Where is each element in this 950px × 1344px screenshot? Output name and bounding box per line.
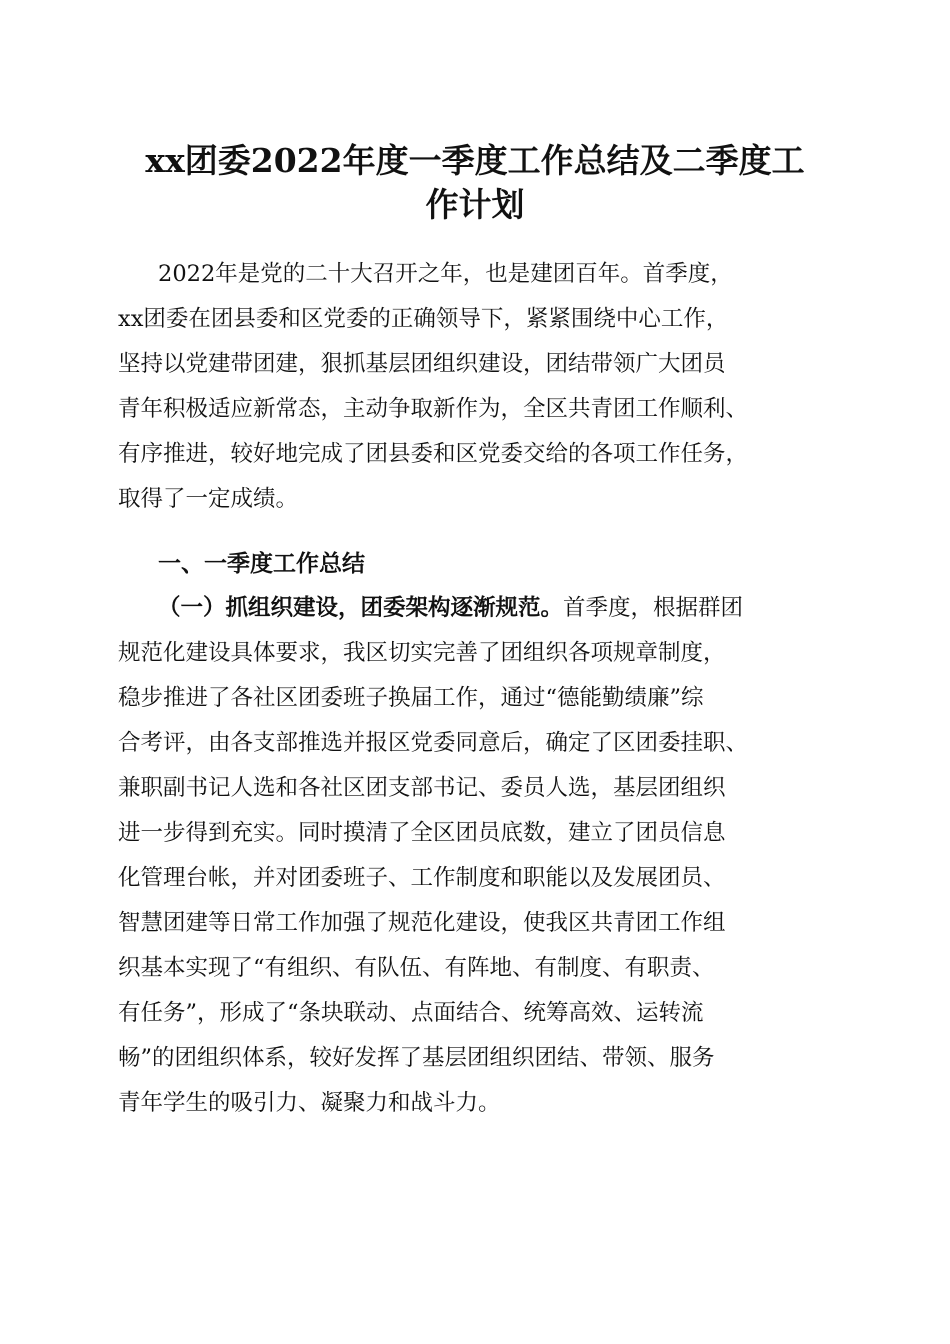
paragraph-line: 化管理台帐，并对团委班子、工作制度和职能以及发展团员、 — [118, 865, 726, 891]
section-heading: 一、一季度工作总结 — [158, 551, 365, 577]
paragraph-line: 青年学生的吸引力、凝聚力和战斗力。 — [118, 1090, 501, 1116]
intro-line: 2022年是党的二十大召开之年，也是建团百年。首季度， — [158, 261, 733, 287]
intro-line: 有序推进，较好地完成了团县委和区党委交给的各项工作任务， — [118, 441, 749, 467]
paragraph-line: 稳步推进了各社区团委班子换届工作，通过“德能勤绩廉”综 — [118, 685, 704, 711]
intro-line: xx团委在团县委和区党委的正确领导下，紧紧围绕中心工作， — [118, 306, 729, 332]
paragraph-line: 进一步得到充实。同时摸清了全区团员底数，建立了团员信息 — [118, 820, 726, 846]
intro-line: 取得了一定成绩。 — [118, 486, 299, 512]
intro-line: 坚持以党建带团建，狠抓基层团组织建设，团结带领广大团员 — [118, 351, 726, 377]
paragraph-line: 规范化建设具体要求，我区切实完善了团组织各项规章制度， — [118, 640, 726, 666]
subsection-first-line — [158, 586, 878, 631]
paragraph-line: 织基本实现了“有组织、有队伍、有阵地、有制度、有职责、 — [118, 955, 715, 981]
subsection-first-line-rest: 首季度，根据群团 — [563, 595, 744, 621]
paragraph-line: 合考评，由各支部推选并报区党委同意后，确定了区团委挂职、 — [118, 730, 749, 756]
paragraph-line: 智慧团建等日常工作加强了规范化建设，使我区共青团工作组 — [118, 910, 726, 936]
document-title-line-1: xx团委2022年度一季度工作总结及二季度工 — [145, 141, 805, 180]
paragraph-line: 有任务”，形成了“条块联动、点面结合、统筹高效、运转流 — [118, 1000, 704, 1026]
paragraph-line: 兼职副书记人选和各社区团支部书记、委员人选，基层团组织 — [118, 775, 726, 801]
intro-line: 青年积极适应新常态，主动争取新作为，全区共青团工作顺利、 — [118, 396, 749, 422]
document-title-line-2: 作计划 — [425, 185, 525, 224]
paragraph-line: 畅”的团组织体系，较好发挥了基层团组织团结、带领、服务 — [118, 1045, 715, 1071]
subsection-title: （一）抓组织建设，团委架构逐渐规范。 — [158, 595, 564, 621]
